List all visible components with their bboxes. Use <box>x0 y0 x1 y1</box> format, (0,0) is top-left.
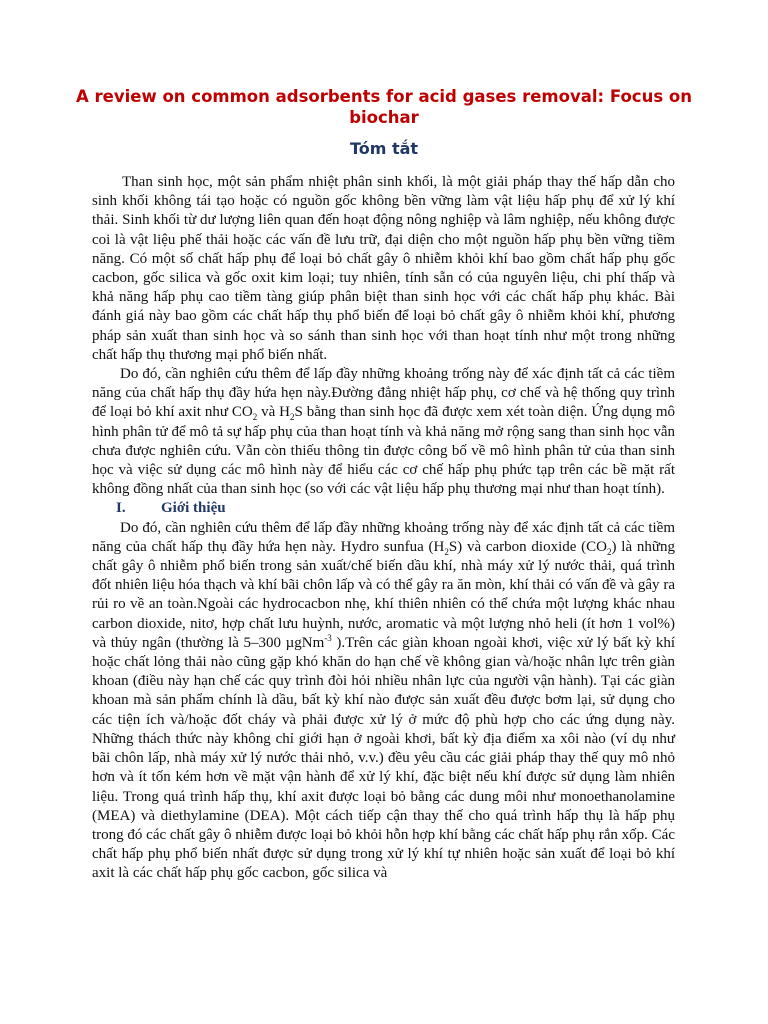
section-number: I. <box>116 500 126 517</box>
abstract-paragraph-1: Than sinh học, một sản phẩm nhiệt phân sinh khối, là một giải pháp thay thế hấp dẫn cho sinh khối không tái tạo hoặc có nguồn gốc không bền vững làm vật liệu hấp phụ để xử lý khí thải. Sinh khối từ dư lượng liên quan đến hoạt động nông nghiệp và lâm nghiệp, nếu không được coi là vật liệu phế thải hoặc các vấn đề lưu trữ, đại diện cho một nguồn hấp phụ bền vững tiềm năng. Có một số chất hấp phụ để loại bỏ chất gây ô nhiễm khỏi khí bao gồm chất hấp phụ gốc cacbon, gốc silica và gốc oxit kim loại; tuy nhiên, tính sẵn có của nguyên liệu, chi phí thấp và khả năng hấp phụ cao tiềm tàng giúp phân biệt than sinh học với các chất hấp phụ khác. Bài đánh giá này bao gồm các chất hấp thụ phổ biến để loại bỏ chất gây ô nhiễm khỏi khí, phương pháp sản xuất than sinh học và so sánh than sinh học với than hoạt tính như một trong những chất hấp thụ thương mại phổ biến nhất. <box>92 174 675 363</box>
unit-superscript: -3 <box>324 632 332 643</box>
intro-text-c: ) là những chất gây ô nhiễm phổ biến trong sản xuất/chế biến dầu khí, nhà máy xử lý nước thải, quá trình đốt nhiên liệu hóa thạch và khí bãi chôn lấp và có thể gây ra ăn mòn, khí thải có vấn đề và gây ra rủi ro về an toàn.Ngoài các hydrocacbon nhẹ, khí thiên nhiên có thể chứa một lượng khác nhau carbon dioxide, nitơ, hợp chất lưu huỳnh, nước, aromatic và một lượng nhỏ heli (ít hơn 1 vol%) và thủy ngân (thường là 5–300 µgNm <box>92 538 676 651</box>
co2-subscript: 2 <box>252 412 258 423</box>
abstract-p2-text-c: S bằng than sinh học đã được xem xét toàn diện. Ứng dụng mô hình phân tử để mô tả sự hấp phụ của than hoạt tính và khả năng mở rộng sang than sinh học vẫn chưa được nghiên cứu. Vẫn còn thiếu thông tin được công bố về mô hình phân tử của than sinh học và việc sử dụng các mô hình này để hiểu các cơ chế hấp phụ phức tạp trên các bề mặt rất không đồng nhất của than sinh học (so với các vật liệu hấp phụ thương mại như than hoạt tính). <box>92 404 675 498</box>
section-title: Giới thiệu <box>161 500 226 517</box>
document-body <box>92 173 675 884</box>
intro-text-b: S) và carbon dioxide (CO <box>448 538 608 555</box>
paper-title: A review on common adsorbents for acid gases removal: Focus on biochar <box>76 87 692 127</box>
h2s-subscript: 2 <box>290 412 295 423</box>
abstract-p2-text-b: và H <box>257 404 291 421</box>
section-heading-introduction <box>92 499 675 518</box>
intro-text-d: ).Trên các giàn khoan ngoài khơi, việc xử lý bất kỳ khí hoặc chất lỏng thải nào cũng gặp khó khăn do hạn chế về không gian và/hoặc nhân lực trên giàn khoan (điều này hạn chế các quy trình đòi hỏi nhiều nhân lực của người vận hành). Tại các giàn khoan mà sản phẩm chính là dầu, bất kỳ khí nào được sản xuất đều được bơm lại, sử dụng cho các tiện ích và/hoặc đốt cháy và phải được xử lý ở mức độ phù hợp cho các ứng dụng này. Những thách thức này không chỉ giới hạn ở ngoài khơi, bất kỳ địa điểm xa xôi nào (ví dụ như bãi chôn lấp, nhà máy xử lý nước thải nhỏ, v.v.) đều yêu cầu các giải pháp thay thế quy mô nhỏ hơn và ít tốn kém hơn về mặt vận hành để xử lý khí, đặc biệt nếu khí được sử dụng làm nhiên liệu. Trong quá trình hấp thụ, khí axit được loại bỏ bằng các dung môi như monoethanolamine (MEA) và diethylamine (DEA). Một cách tiếp cận thay thế cho quá trình hấp thụ là hấp phụ trong đó các chất gây ô nhiễm được loại bỏ khỏi hỗn hợp khí bằng các chất hấp phụ rắn xốp. Các chất hấp phụ phổ biến nhất được sử dụng trong xử lý khí tự nhiên hoặc sản xuất để loại bỏ khí axit là các chất hấp phụ gốc cacbon, gốc silica và <box>92 634 675 882</box>
introduction-paragraph <box>92 519 675 884</box>
abstract-heading: Tóm tắt <box>349 139 419 158</box>
co2-subscript: 2 <box>607 546 612 557</box>
abstract-p2-text-a: Do đó, cần nghiên cứu thêm để lấp đầy những khoảng trống này để xác định tất cả các tiềm năng của chất hấp thụ đầy hứa hẹn này.Đường đẳng nhiệt hấp phụ, cơ chế và hệ thống quy trình để loại bỏ khí axit như CO <box>92 366 675 421</box>
abstract-paragraph-2 <box>92 365 675 499</box>
h2s-subscript: 2 <box>444 546 449 557</box>
intro-text-a: Do đó, cần nghiên cứu thêm để lấp đầy những khoảng trống này để xác định tất cả các tiềm năng của chất hấp thụ đầy hứa hẹn này. Hydro sunfua (H <box>92 519 675 555</box>
